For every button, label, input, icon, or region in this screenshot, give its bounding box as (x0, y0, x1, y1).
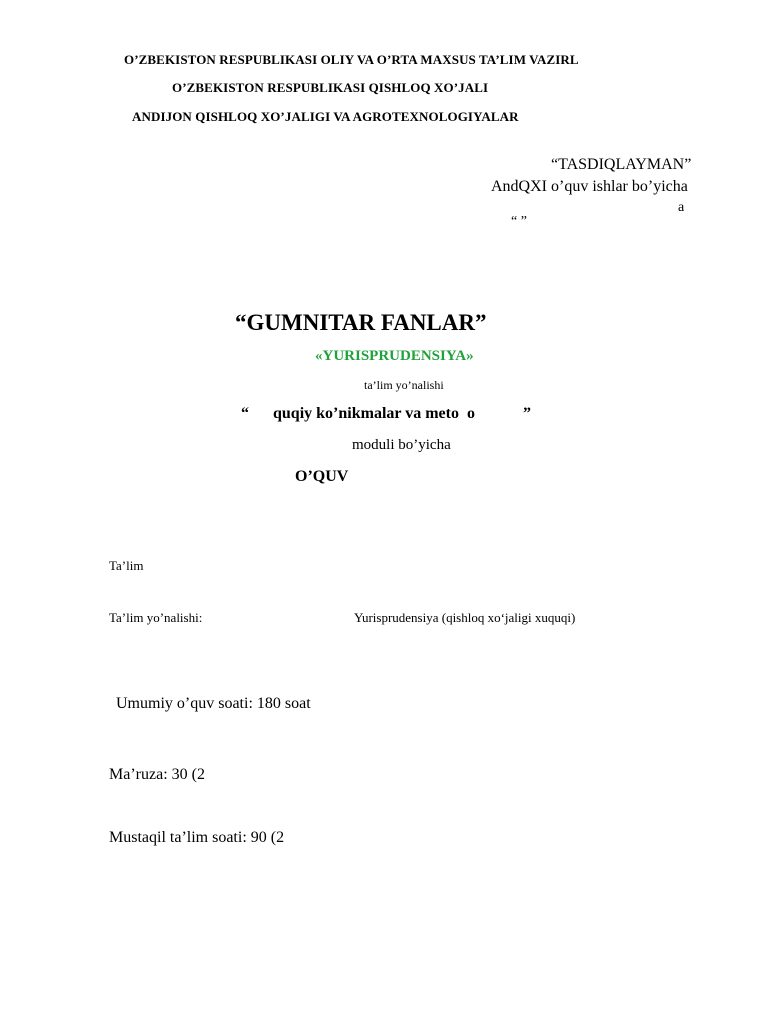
document-type: O’QUV (295, 468, 349, 485)
approval-date-quotes: “ ” (511, 214, 527, 229)
approval-title: “TASDIQLAYMAN” (551, 156, 692, 173)
approval-position-line: AndQXI o’quv ishlar bo’yicha (491, 178, 688, 195)
total-hours: Umumiy o’quv soati: 180 soat (112, 695, 311, 712)
ministry-subheader-line: O’ZBEKISTON RESPUBLIKASI QISHLOQ XO’JALI (172, 80, 489, 95)
lecture-hours: Ma’ruza: 30 (2 (109, 766, 205, 783)
module-caption: moduli bo’yicha (352, 437, 451, 453)
field-yonalish-label: Ta’lim yo’nalishi: (109, 610, 203, 625)
institute-header-line: ANDIJON QISHLOQ XO’JALIGI VA AGROTEXNOLOGIYALAR (132, 109, 519, 124)
approval-trailing-letter: a (678, 200, 685, 215)
specialty-caption: ta’lim yo’nalishi (364, 378, 444, 392)
specialty-name: «YURISPRUDENSIYA» (315, 348, 474, 364)
field-yonalish-value: Yurisprudensiya (qishloq xo‘jaligi xuquqi) (354, 610, 576, 625)
self-study-hours: Mustaqil ta’lim soati: 90 (2 (109, 829, 285, 846)
main-title: “GUMNITAR FANLAR” (235, 310, 487, 335)
ministry-header-line: O’ZBEKISTON RESPUBLIKASI OLIY VA O’RTA MAXSUS TA’LIM VAZIRL (124, 52, 579, 67)
field-talim-label: Ta’lim (109, 558, 144, 573)
module-name: “ quqiy ko’nikmalar va meto o ” (241, 405, 531, 422)
